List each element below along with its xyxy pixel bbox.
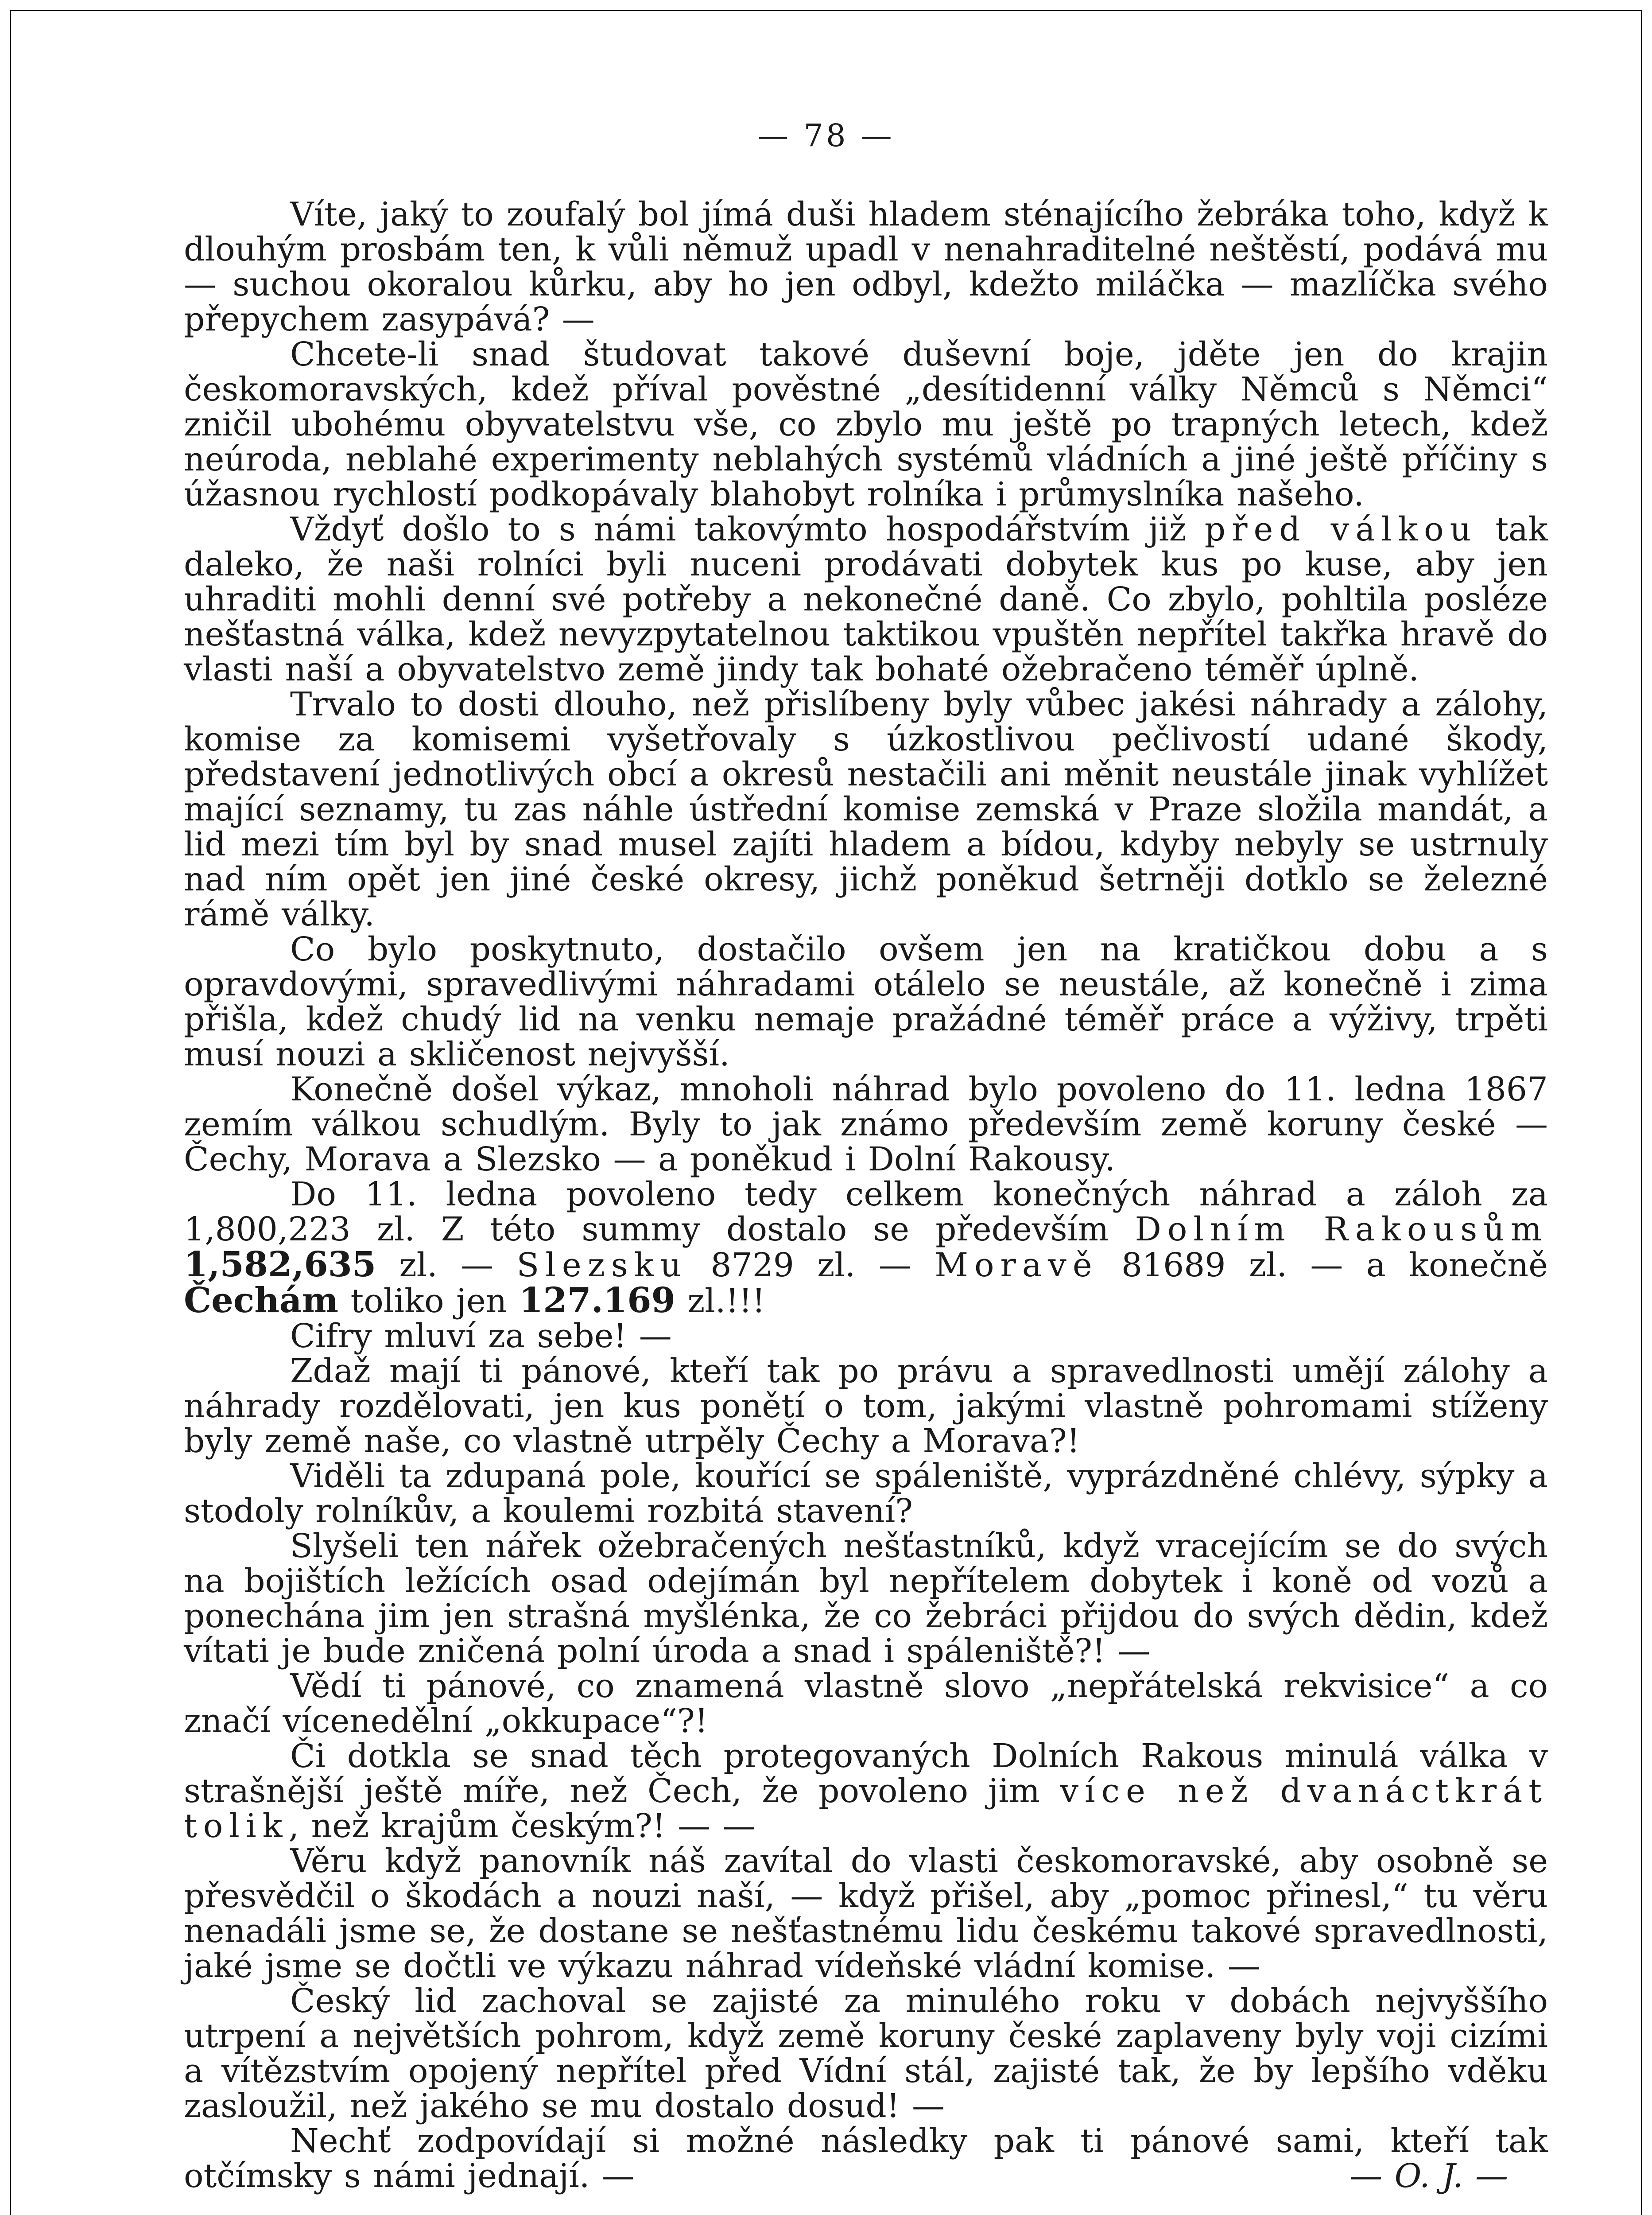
paragraph-3 <box>184 512 1548 687</box>
article-body <box>184 197 1548 2194</box>
paragraph-3-text-b: tak daleko, že naši rolníci byli nuceni prodávati dobytek kus po kuse, aby jen uhraditi mohli denní své potřeby a nekonečné daně. Co zbylo, pohltila posléze nešťastná válka, kdež nevyzpytatelnou taktikou vpuštěn nepřítel takřka hravě do vlasti naší a obyvatelstvo země jindy tak bohaté ožebračeno téměř úplně. <box>184 510 1548 688</box>
paragraph-1: Víte, jaký to zoufalý bol jímá duši hladem sténajícího žebráka toho, když k dlouhým prosbám ten, k vůli němuž upadl v nenahraditelné neštěstí, podává mu — suchou okoralou kůrku, aby ho jen odbyl, kdežto miláčka — mazlíčka svého přepychem zasypává? — <box>184 195 1548 338</box>
region-silesia: Slezsku <box>516 1246 688 1284</box>
region-bohemia: Čechám <box>184 1280 338 1321</box>
region-moravia: Moravě <box>935 1246 1098 1284</box>
paragraph-15: Český lid zachoval se zajisté za minulého roku v dobách nejvyššího utrpení a největších pohrom, když země koruny české zaplaveny byly voji cizími a vítězstvím opojený nepřítel před Vídní stál, zajisté tak, že by lepšího vděku zasloužil, než jakého se mu dostalo dosud! — <box>184 1982 1548 2125</box>
sum-intro: Do 11. ledna povoleno tedy celkem konečných náhrad a záloh za 1,800,223 zl. Z této summy dostalo se především <box>184 1175 1548 1248</box>
page-frame <box>10 10 1642 2215</box>
signature: — O. J. — <box>1350 2157 1508 2195</box>
paragraph-9: Zdaž mají ti pánové, kteří tak po právu a spravedlnosti umějí zálohy a náhrady rozdělovati, jen kus ponětí o tom, jakými vlastně pohromami stíženy byly země naše, co vlastně utrpěly Čechy a Morava?! <box>184 1352 1548 1460</box>
emphasis-before-war: před válkou <box>1204 510 1477 548</box>
paragraph-10: Viděli ta zdupaná pole, kouřící se spáleniště, vyprázdněné chlévy, sýpky a stodoly rolníkův, a koulemi rozbitá stavení? <box>184 1457 1548 1530</box>
paragraph-13-text-a: Či dotkla se snad těch protegovaných Dolních Rakous minulá válka v strašnější ještě míře, než Čech, že povoleno jim <box>184 1737 1548 1810</box>
paragraph-16 <box>184 2124 1548 2194</box>
sum-sep-2: toliko jen <box>338 1282 519 1320</box>
paragraph-6: Konečně došel výkaz, mnoholi náhrad bylo povoleno do 11. ledna 1867 zemím válkou schudlým. Byly to jak známo především země koruny české — Čechy, Morava a Slezsko — a poněkud i Dolní Rakousy. <box>184 1070 1548 1178</box>
paragraph-12: Vědí ti pánové, co znamená vlastně slovo „nepřátelská rekvisice“ a co značí vícenedělní „okkupace“?! <box>184 1667 1548 1740</box>
paragraph-5: Co bylo poskytnuto, dostačilo ovšem jen na kratičkou dobu a s opravdovými, spravedlivými náhradami otálelo se neustále, až konečně i zima přišla, kdež chudý lid na venku nemaje pražádné téměř práce a výživy, trpěti musí nouzi a skličenost nejvyšší. <box>184 930 1548 1073</box>
paragraph-4: Trvalo to dosti dlouho, než přislíbeny byly vůbec jakési náhrady a zálohy, komise za komisemi vyšetřovaly s úzkostlivou pečlivostí udané škody, představení jednotlivých obcí a okresů nestačili ani měnit neustále jinak vyhlížet mající seznamy, tu zas náhle ústřední komise zemská v Praze složila mandát, a lid mezi tím byl by snad musel zajíti hladem a bídou, kdyby nebyly se ustrnuly nad ním opět jen jiné české okresy, jichž poněkud šetrněji dotklo se železné rámě války. <box>184 685 1548 933</box>
paragraph-13-text-b: , než krajům českým?! — — <box>288 1807 756 1845</box>
paragraph-3-text-a: Vždyť došlo to s námi takovýmto hospodářstvím již <box>290 510 1205 548</box>
sum-end: zl.!!! <box>675 1282 765 1320</box>
emphasis-twelve-times: více než dvanáctkrát tolik <box>184 1772 1548 1845</box>
sum-sep-1: zl. — <box>376 1246 517 1284</box>
amount-silesia: 8729 zl. — <box>687 1246 935 1284</box>
closing-text: Nechť zodpovídají si možné následky pak ti pánové sami, kteří tak otčímsky s námi jednají. — <box>184 2122 1548 2195</box>
paragraph-2: Chcete-li snad študovat takové duševní boje, jděte jen do krajin českomoravských, kdež příval pověstné „desítidenní války Němců s Němci“ zničil ubohému obyvatelstvu vše, co zbylo mu ještě po trapných letech, kdež neúroda, neblahé experimenty neblahých systémů vládních a jiné ještě příčiny s úžasnou rychlostí podkopávaly blahobyt rolníka i průmyslníka našeho. <box>184 335 1548 513</box>
paragraph-13 <box>184 1739 1548 1844</box>
paragraph-8: Cifry mluví za sebe! — <box>290 1317 672 1355</box>
paragraph-11: Slyšeli ten nářek ožebračených nešťastníků, když vracejícím se do svých na bojištích ležících osad odejímán byl nepřítelem dobytek i koně od vozů a ponechána jim jen strašná myšlénka, že co žebráci přijdou do svých dědin, kdež vítati je bude zničená polní úroda a snad i spáleniště?! — <box>184 1527 1548 1670</box>
amount-moravia: 81689 zl. — a konečně <box>1098 1246 1548 1284</box>
amount-bohemia: 127.169 <box>519 1280 675 1321</box>
page-number: — 78 — <box>757 117 895 154</box>
amount-lower-austria: 1,582,635 <box>184 1244 376 1285</box>
region-lower-austria: Dolním Rakousům <box>1135 1210 1548 1248</box>
paragraph-14: Věru když panovník náš zavítal do vlasti českomoravské, aby osobně se přesvědčil o škodách a nouzi naší, — když přišel, aby „pomoc přinesl,“ tu věru nenadáli jsme se, že dostane se nešťastnému lidu českému takové spravedlnosti, jaké jsme se dočtli ve výkazu náhrad vídeňské vládní komise. — <box>184 1842 1548 1985</box>
paragraph-7 <box>184 1177 1548 1319</box>
